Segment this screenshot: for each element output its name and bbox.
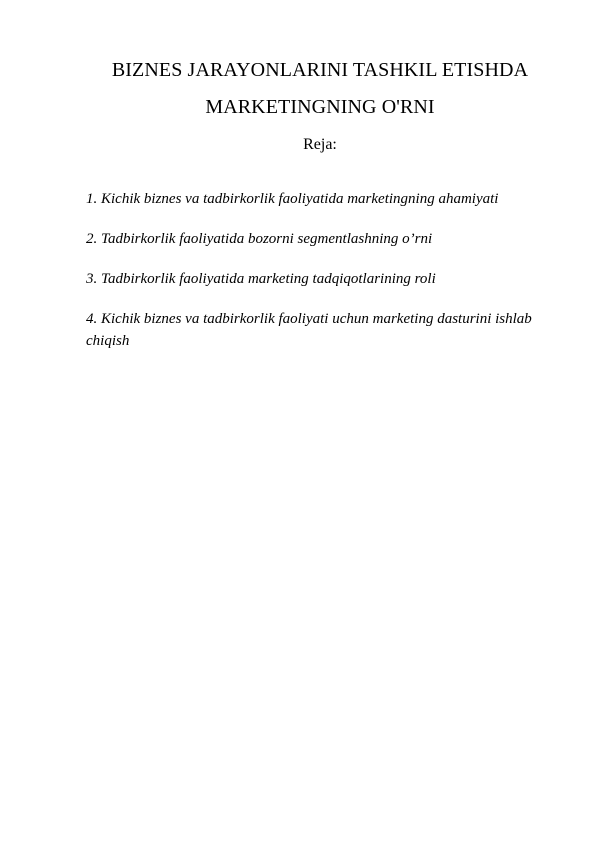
plan-item-4-text-continued: chiqish — [86, 333, 130, 349]
plan-item-2-text: 2. Tadbirkorlik faoliyatida bozorni segmentlashning o’rni — [86, 231, 433, 247]
plan-item-1-text: 1. Kichik biznes va tadbirkorlik faoliyatida marketingning ahamiyati — [86, 191, 499, 207]
plan-list — [86, 188, 566, 370]
plan-item-2 — [86, 228, 566, 250]
plan-item-1 — [86, 188, 566, 210]
plan-item-3-text: 3. Tadbirkorlik faoliyatida marketing tadqiqotlarining roli — [86, 271, 436, 287]
plan-item-4 — [86, 308, 566, 352]
plan-item-3 — [86, 268, 566, 290]
document-title-line-1: BIZNES JARAYONLARINI TASHKIL ETISHDA — [111, 59, 529, 81]
plan-item-4-text: 4. Kichik biznes va tadbirkorlik faoliyati uchun marketing dasturini ishlab — [86, 311, 532, 327]
plan-heading: Reja: — [303, 136, 337, 153]
document-title-line-2: MARKETINGNING O'RNI — [205, 96, 435, 118]
